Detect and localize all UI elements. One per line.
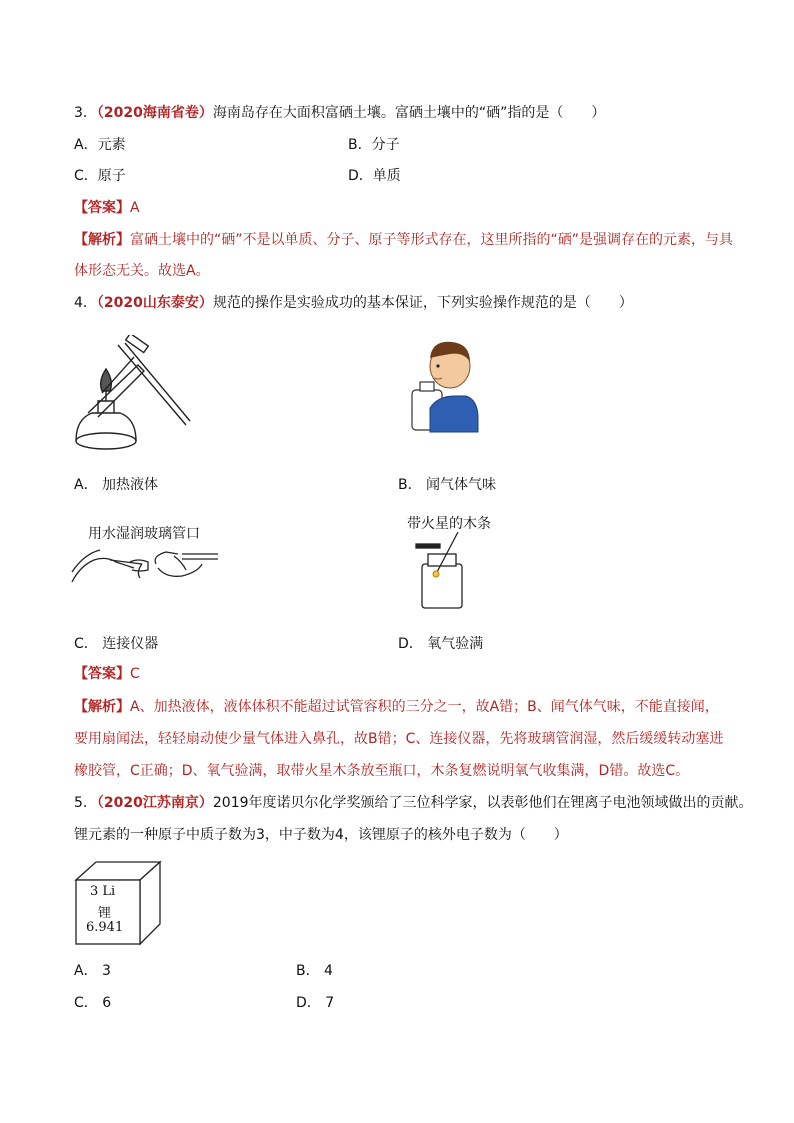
q3-answer-tag: 【答案】: [74, 200, 130, 216]
oxygen-test-figure: [414, 530, 466, 612]
q5-option-d: D． 7: [296, 995, 335, 1011]
q3-option-a: A．元素: [74, 137, 126, 153]
q3-answer-value: A: [130, 200, 140, 216]
q3-stem-text: 海南岛存在大面积富硒土壤。富硒土壤中的“硒”指的是（ ）: [212, 105, 606, 121]
figure-d-label: 带火星的木条: [407, 516, 491, 532]
q3-analysis-tag: 【解析】: [74, 232, 130, 248]
element-mass: 6.941: [86, 920, 124, 935]
q5-source: （2020江苏南京）: [96, 795, 213, 811]
figure-c-label: 用水湿润玻璃管口: [88, 526, 200, 542]
q4-option-b: B． 闻气体气味: [398, 477, 497, 493]
q3-analysis-line2: 体形态无关。故选A。: [74, 263, 210, 279]
q3-analysis-line1: 【解析】富硒土壤中的“硒”不是以单质、分子、原子等形式存在，这里所指的“硒”是强调存在的元素，与具: [74, 232, 734, 248]
q4-answer-value: C: [130, 666, 140, 682]
q5-number: 5．: [74, 795, 97, 811]
q4-number: 4．: [74, 295, 97, 311]
q4-option-a: A． 加热液体: [74, 477, 159, 493]
q4-stem: [74, 292, 633, 312]
q4-source: （2020山东泰安）: [96, 295, 213, 311]
q3-number: 3．: [74, 105, 97, 121]
q5-stem-line2: 锂元素的一种原子中质子数为3，中子数为4，该锂原子的核外电子数为（ ）: [74, 827, 568, 843]
connecting-apparatus-figure: [70, 542, 220, 588]
q5-stem: [74, 792, 753, 812]
q4-analysis-line1: 【解析】A、加热液体，液体体积不能超过试管容积的三分之一，故A错；B、闻气体气味，不能直接闻，: [74, 699, 719, 715]
q3-option-b: B．分子: [348, 137, 400, 153]
q3-answer: [74, 197, 140, 217]
q5-stem-text: 2019年度诺贝尔化学奖颁给了三位科学家，以表彰他们在锂离子电池领域做出的贡献。: [212, 795, 753, 811]
q3-source: （2020海南省卷）: [96, 105, 213, 121]
element-number-symbol: 3 Li: [90, 884, 116, 899]
q5-option-b: B． 4: [296, 963, 333, 979]
q4-option-d: D． 氧气验满: [398, 636, 484, 652]
q4-analysis-line2: 要用扇闻法，轻轻扇动使少量气体进入鼻孔，故B错；C、连接仪器，先将玻璃管润湿，然后缓缓转动塞进: [74, 731, 724, 747]
q3-stem: [74, 102, 605, 122]
q5-option-c: C． 6: [74, 995, 112, 1011]
q4-answer: [74, 663, 140, 683]
heating-liquid-figure: [68, 335, 193, 455]
q3-option-c: C．原子: [74, 168, 126, 184]
q4-answer-tag: 【答案】: [74, 666, 130, 682]
q3-option-d: D．单质: [348, 168, 401, 184]
q5-option-a: A． 3: [74, 963, 111, 979]
element-name: 锂: [98, 906, 112, 921]
smelling-gas-figure: [408, 338, 480, 434]
q4-analysis-line3: 橡胶管，C正确；D、氧气验满，取带火星木条放至瓶口，木条复燃说明氧气收集满，D错。故选C。: [74, 763, 690, 779]
q4-option-c: C． 连接仪器: [74, 636, 159, 652]
q4-stem-text: 规范的操作是实验成功的基本保证，下列实验操作规范的是（ ）: [212, 295, 633, 311]
q4-analysis-tag: 【解析】: [74, 699, 130, 715]
